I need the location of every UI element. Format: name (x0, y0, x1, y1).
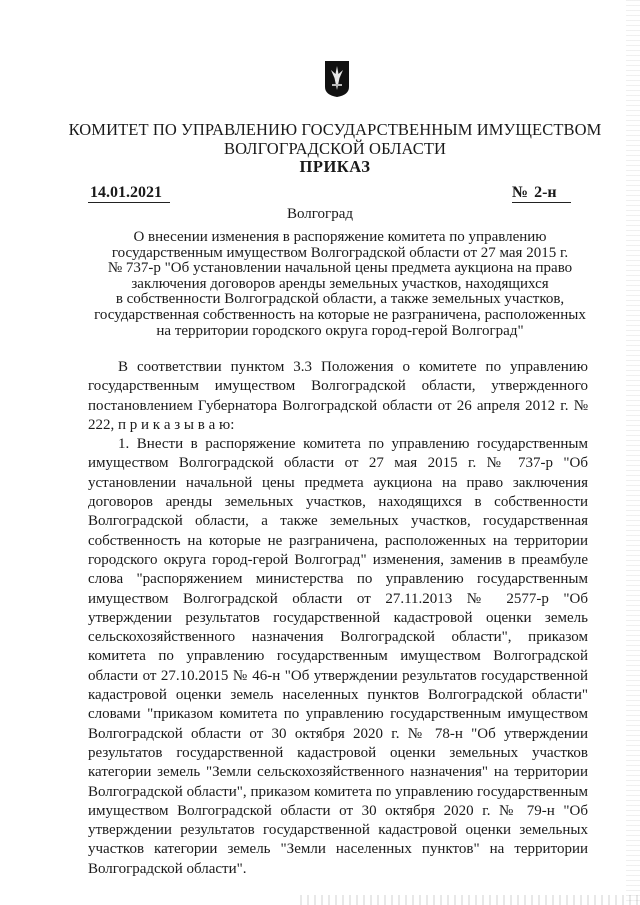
number-label: № (512, 184, 529, 201)
organization-name-line1: КОМИТЕТ ПО УПРАВЛЕНИЮ ГОСУДАРСТВЕННЫМ ИМУЩЕСТВОМ (68, 120, 602, 139)
order-date: 14.01.2021 (88, 184, 170, 203)
subject-line: № 737-р "Об установлении начальной цены предмета аукциона на право (107, 260, 573, 277)
subject-line: О внесении изменения в распоряжение комитета по управлению (133, 229, 547, 245)
subject-line: заключения договоров аренды земельных участков, находящихся (131, 275, 549, 292)
scan-edge-artifact (626, 0, 640, 905)
document-type-title: ПРИКАЗ (299, 157, 371, 176)
coat-of-arms-emblem (324, 60, 350, 98)
subject-line: на территории городского округа город-герой Волгоград" (156, 322, 524, 339)
subject-line: государственным имуществом Волгоградской области от 27 мая 2015 г. (111, 244, 569, 261)
number-value: 2-н (534, 184, 557, 201)
order-subject (80, 230, 600, 339)
subject-line: государственная собственность на которые не разграничена, расположенных (94, 306, 586, 323)
order-number (512, 184, 571, 203)
order-body (88, 358, 588, 879)
subject-line: в собственности Волгоградской области, а также земельных участков, (115, 291, 565, 308)
clause-1-paragraph: 1. Внести в распоряжение комитета по управлению государственным имуществом Волгоградской области от 27 мая 2015 г. № 737-р "Об установлении начальной цены предмета аукциона на право заключения договоров аренды земельных участков, находящихся в собственности Волгоградской области, а также земельных участков, государственная собственность на которые не разграничена, расположенных на территории городского округа город-герой Волгоград" изменения, заменив в преамбуле слова "распоряжением министерства по управлению государственным имуществом Волгоградской области от 27.11.2013 № 2577-р "Об утверждении результатов государственной кадастровой оценки земель сельскохозяйственного назначения Волгоградской области", приказом комитета по управлению государственным имуществом Волгоградской области от 27.10.2015 № 46-н "Об утверждении результатов государственной кадастровой оценки земель населенных пунктов Волгоградской области" словами "приказом комитета по управлению государственным имуществом Волгоградской области от 30 октября 2020 г. № 78-н "Об утверждении результатов государственной кадастровой оценки земельных участков категории земель "Земли сельскохозяйственного назначения" на территории Волгоградской области", приказом комитета по управлению государственным имуществом Волгоградской области от 30 октября 2020 г. № 79-н "Об утверждении результатов государственной кадастровой оценки земельных участков категории земель "Земли населенных пунктов" на территории Волгоградской области". (88, 436, 588, 877)
city-name: Волгоград (286, 206, 353, 222)
preamble-paragraph: В соответствии пунктом 3.3 Положения о комитете по управлению государственным имуществом Волгоградской области, утвержденного постановлением Губернатора Волгоградской области от 26 апреля 2012 г. № 222, п р и к а з ы в а ю: (88, 359, 588, 433)
scan-bottom-artifact (300, 895, 640, 905)
organization-name-line2: ВОЛГОГРАДСКОЙ ОБЛАСТИ (223, 139, 447, 158)
